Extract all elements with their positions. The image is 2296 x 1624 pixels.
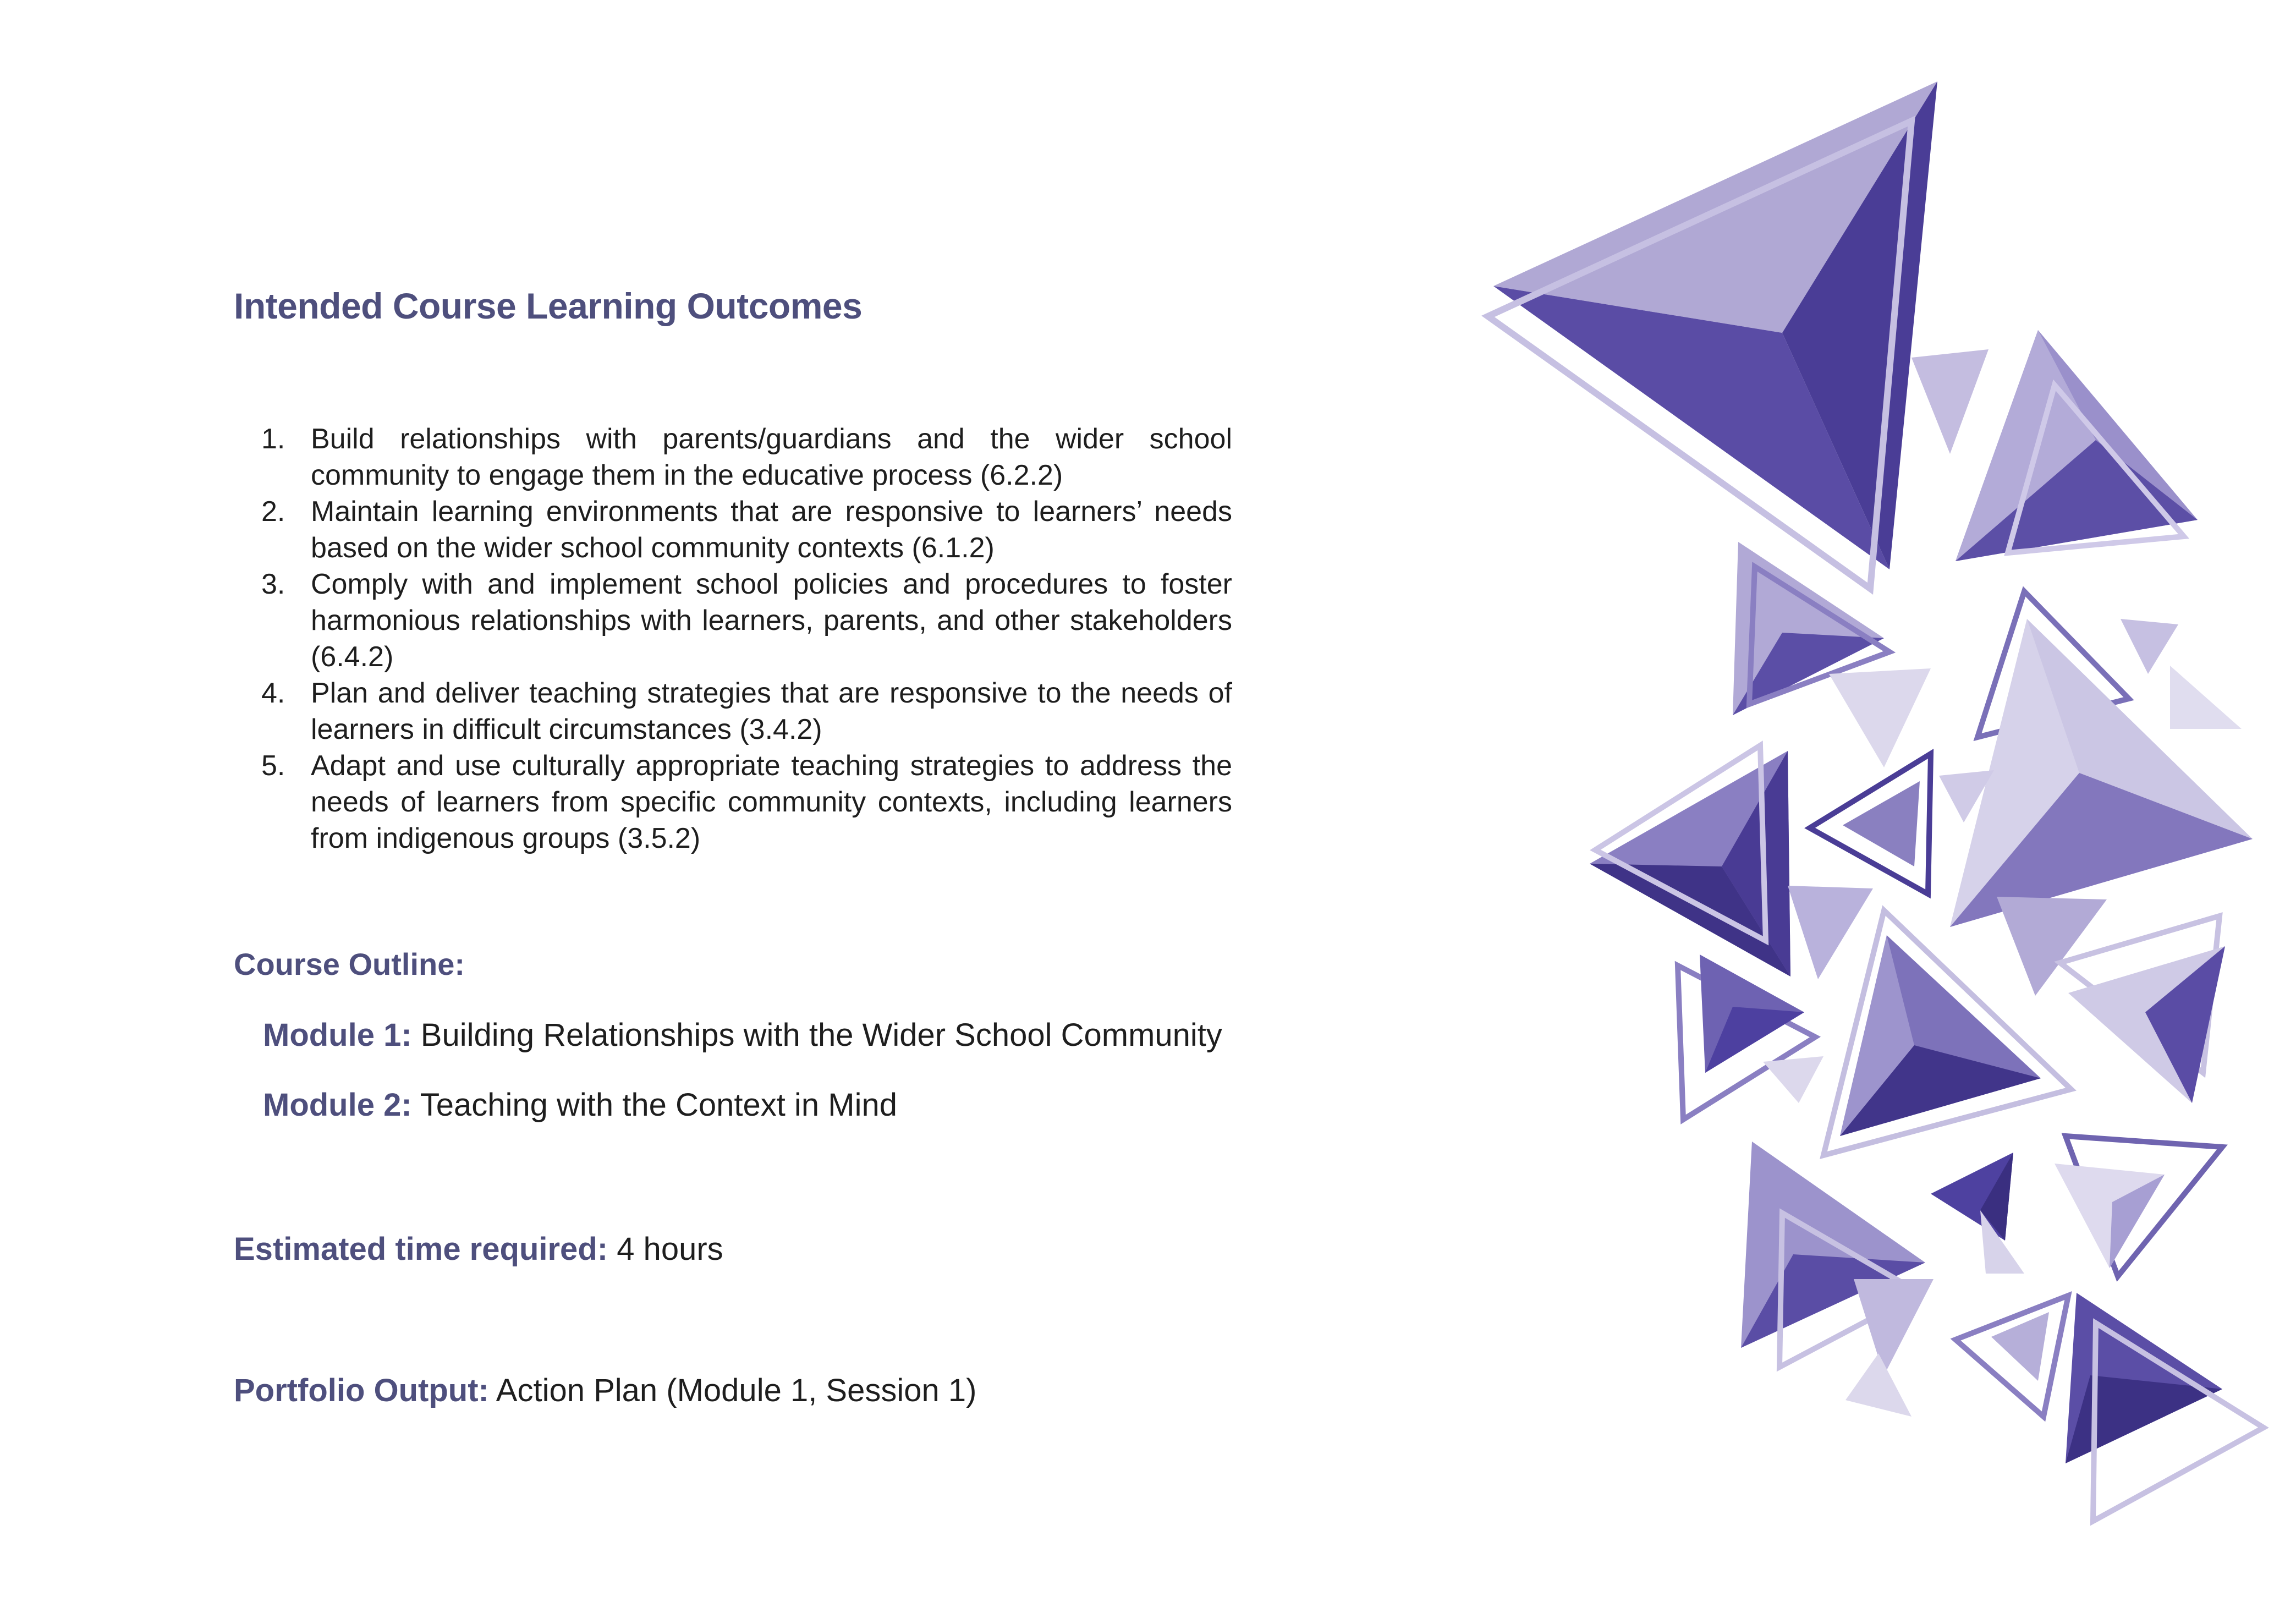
module-2-line	[263, 1087, 897, 1123]
module-1-line	[263, 1017, 1222, 1054]
outcomes-title: Intended Course Learning Outcomes	[234, 286, 863, 326]
triangle-shape	[1788, 886, 1873, 979]
outcome-item	[0, 675, 1232, 748]
module-2-title: Teaching with the Context in Mind	[420, 1087, 898, 1123]
outcome-number: 4.	[261, 677, 285, 709]
module-1-label: Module 1:	[263, 1017, 412, 1053]
outcome-item	[0, 748, 1232, 857]
module-2-label: Module 2:	[263, 1087, 412, 1123]
triangle-shape	[1845, 1353, 1911, 1417]
triangle-shape	[1829, 668, 1931, 767]
portfolio-output-label: Portfolio Output:	[234, 1373, 489, 1408]
estimated-time	[234, 1231, 723, 1268]
triangle-shape	[2170, 666, 2242, 729]
outcome-text: Build relationships with parents/guardians and the wider school community to engage them in the educative process (6.2.2)	[311, 423, 1232, 491]
outcome-number: 1.	[261, 423, 285, 455]
triangle-decoration	[1474, 0, 2296, 1624]
outcome-text: Maintain learning environments that are responsive to learners’ needs based on the wider school community contexts (6.1.2)	[311, 496, 1232, 564]
triangle-shape	[1997, 897, 2107, 996]
outcomes-list	[0, 421, 1232, 857]
outcome-item	[0, 493, 1232, 566]
triangle-shape	[2055, 1164, 2165, 1268]
triangle-shape	[1763, 1056, 1823, 1103]
triangle-shape	[2121, 619, 2178, 674]
outcome-text: Comply with and implement school policies and procedures to foster harmonious relationships with learners, parents, and other stakeholders (6.4.2)	[311, 568, 1232, 673]
outcome-item	[0, 421, 1232, 493]
module-1-title: Building Relationships with the Wider School Community	[420, 1017, 1222, 1053]
triangle-shape	[1911, 349, 1989, 454]
outcome-text: Plan and deliver teaching strategies that are responsive to the needs of learners in difficult circumstances (3.4.2)	[311, 677, 1232, 745]
portfolio-output-value: Action Plan (Module 1, Session 1)	[496, 1373, 977, 1408]
portfolio-output	[234, 1372, 976, 1409]
estimated-time-value: 4 hours	[617, 1231, 723, 1267]
outcome-number: 2.	[261, 496, 285, 528]
course-outline-title: Course Outline:	[234, 947, 465, 981]
estimated-time-label: Estimated time required:	[234, 1231, 608, 1267]
triangle-shape	[1854, 1279, 1934, 1375]
outcome-number: 3.	[261, 568, 285, 600]
outcome-item	[0, 566, 1232, 675]
outcome-number: 5.	[261, 750, 285, 782]
outcome-text: Adapt and use culturally appropriate teaching strategies to address the needs of learners from specific community contexts, including learners from indigenous groups (3.5.2)	[311, 750, 1232, 854]
